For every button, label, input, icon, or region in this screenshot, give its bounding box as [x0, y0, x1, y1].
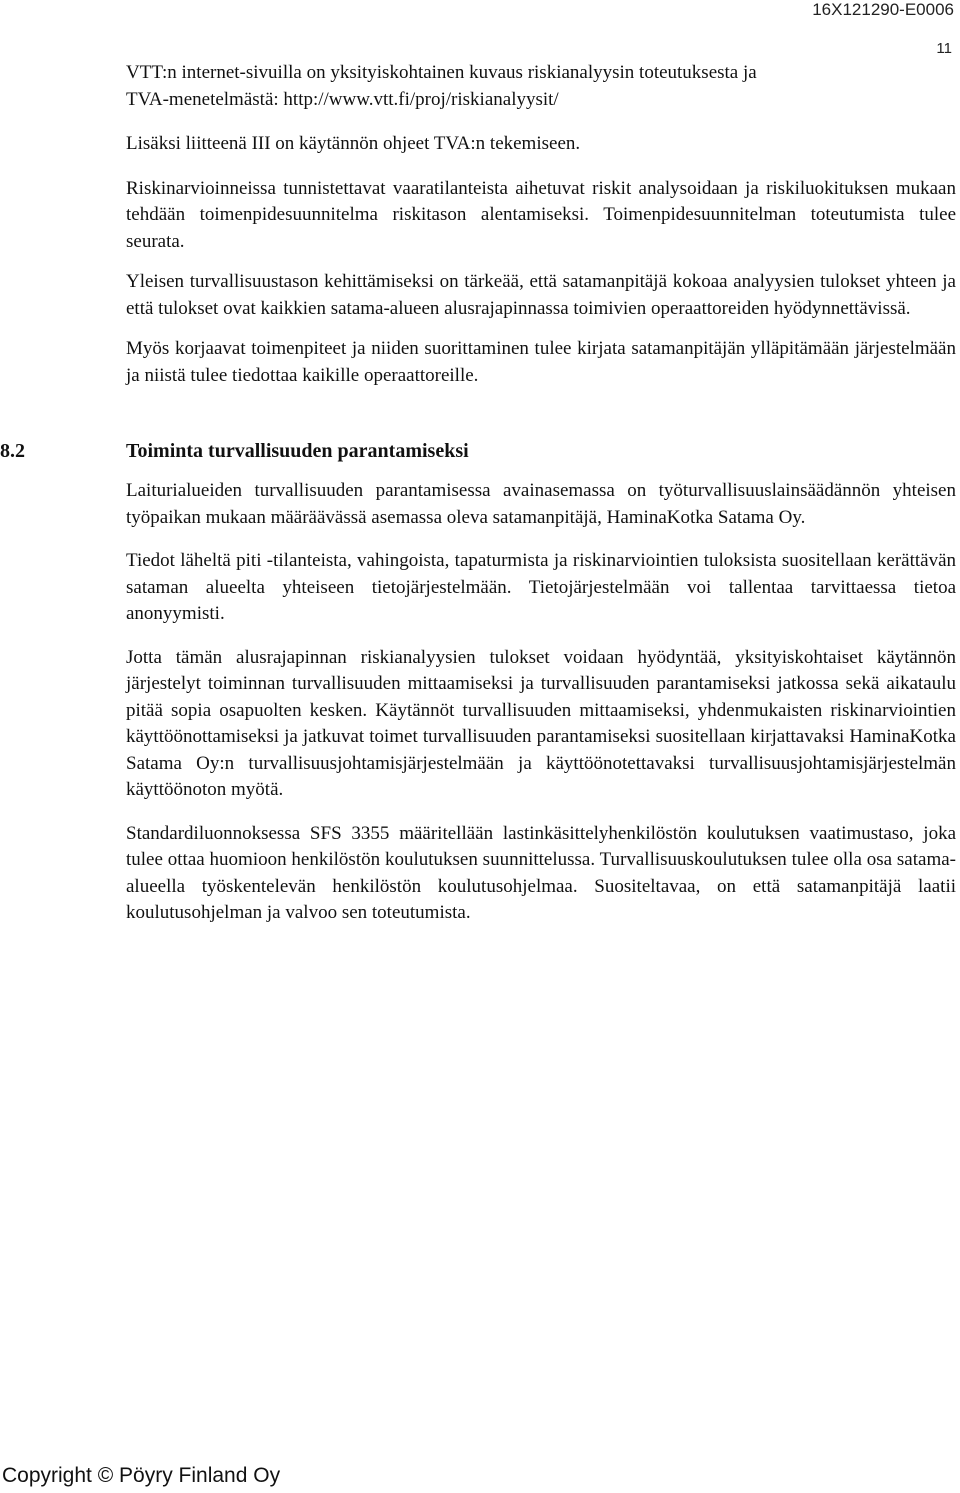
- paragraph-appendix-note: Lisäksi liitteenä III on käytännön ohjeet TVA:n tekemiseen.: [126, 133, 581, 154]
- section-paragraph-4: Standardiluonnoksessa SFS 3355 määritellään lastinkäsittelyhenkilöstön koulutuksen vaatimustaso, joka tulee ottaa huomioon henkilöstön koulutuksen suunnittelussa. Turvallisuuskoulutuksen tulee olla osa satama-alueella työskentelevän henkilöstön koulutusohjelmaa. Suositeltavaa, on että satamanpitäjä laatii koulutusohjelman ja valvoo sen toteutumista.: [126, 822, 956, 923]
- footer-copyright: Copyright © Pöyry Finland Oy: [2, 1464, 281, 1487]
- paragraph-vtt-reference: [126, 60, 956, 113]
- paragraph-vtt-reference-line1: VTT:n internet-sivuilla on yksityiskohtainen kuvaus riskianalyysin toteutuksesta ja: [126, 62, 757, 83]
- page-number: 11: [936, 40, 952, 57]
- section-body: [126, 478, 956, 927]
- section-8-2: [0, 434, 956, 944]
- paragraph-corrective-actions: Myös korjaavat toimenpiteet ja niiden suorittaminen tulee kirjata satamanpitäjän ylläpitämään järjestelmään ja niistä tulee tiedottaa kaikille operaattoreille.: [126, 338, 956, 386]
- paragraph-vtt-reference-line2: TVA-menetelmästä: http://www.vtt.fi/proj/riskianalyysit/: [126, 88, 559, 110]
- section-paragraph-2: Tiedot läheltä piti -tilanteista, vahingoista, tapaturmista ja riskinarviointien tuloksista suositellaan kerättävän sataman alueelta yhteiseen tietojärjestelmään. Tietojärjestelmään voi tallentaa tarvittaessa tietoa anonyymisti.: [126, 550, 956, 624]
- section-heading: [0, 434, 956, 468]
- paragraph-risk-assessment: Riskinarvioinneissa tunnistettavat vaaratilanteista aihetuvat riskit analysoidaan ja riskiluokituksen mukaan tehdään toimenpidesuunnitelma riskitason alentamiseksi. Toimenpidesuunnitelman toteutumista tulee seurata.: [126, 177, 956, 252]
- section-title: Toiminta turvallisuuden parantamiseksi: [126, 440, 469, 462]
- section-number: 8.2: [0, 440, 25, 462]
- section-paragraph-3: Jotta tämän alusrajapinnan riskianalyysien tulokset voidaan hyödyntää, yksityiskohtaiset käytännön järjestelyt toiminnan turvallisuuden mittaamiseksi ja turvallisuuden parantamiseksi jatkossa sekä aikataulu pitää sopia osapuolten kesken. Käytännöt turvallisuuden mittaamiseksi, yhdenmukaisten riskinarviointien käyttöönottamiseksi ja jatkuvat toimet turvallisuuden parantamiseksi suositellaan kirjattavaksi HaminaKotka Satama Oy:n turvallisuusjohtamisjärjestelmään ja käyttöönotettavaksi turvallisuusjohtamisjärjestelmän käyttöönoton myötä.: [126, 646, 956, 800]
- document-code: 16X121290-E0006: [812, 0, 954, 19]
- intro-section: [126, 60, 956, 403]
- section-paragraph-1: Laiturialueiden turvallisuuden parantamisessa avainasemassa on työturvallisuuslainsäädännön yhteisen työpaikan mukaan määräävässä asemassa oleva satamanpitäjä, HaminaKotka Satama Oy.: [126, 480, 956, 528]
- paragraph-safety-level: Yleisen turvallisuustason kehittämiseksi on tärkeää, että satamanpitäjä kokoaa analyysien tulokset yhteen ja että tulokset ovat kaikkien satama-alueen alusrajapinnassa toimivien operaattoreiden hyödynnettävissä.: [126, 271, 956, 319]
